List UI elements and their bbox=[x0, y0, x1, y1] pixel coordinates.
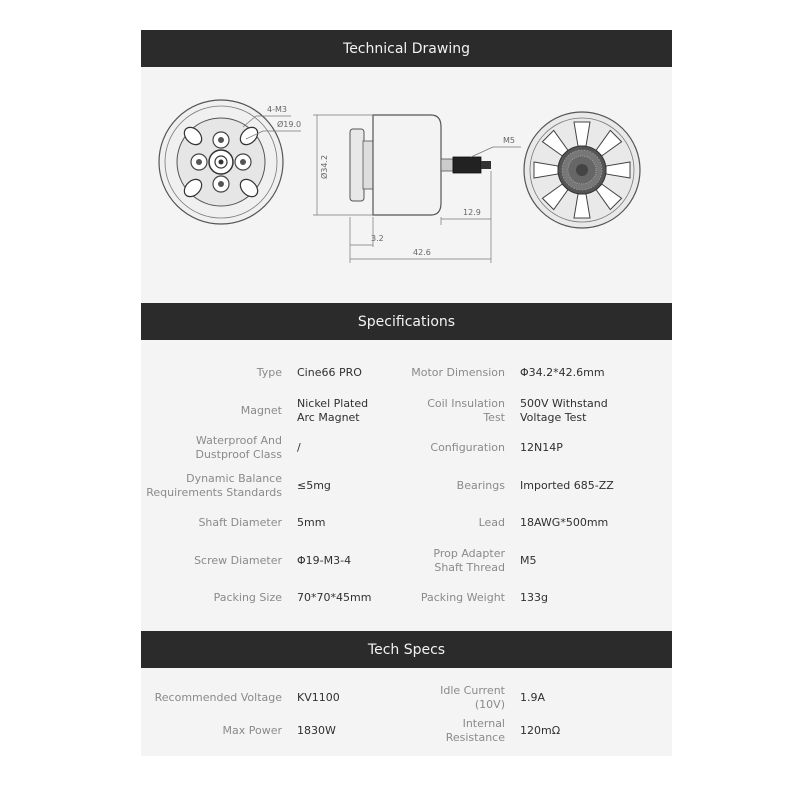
spec-value: 500V Withstand Voltage Test bbox=[520, 396, 608, 424]
spec-label: Screw Diameter bbox=[194, 553, 282, 567]
spec-row bbox=[141, 430, 672, 466]
spec-value: Nickel Plated Arc Magnet bbox=[297, 396, 369, 424]
motor-front-view bbox=[159, 100, 283, 224]
spec-value: M5 bbox=[520, 553, 537, 567]
spec-row bbox=[141, 580, 672, 616]
motor-side-view bbox=[350, 115, 491, 215]
spec-value: 70*70*45mm bbox=[297, 591, 372, 604]
spec-value: Φ34.2*42.6mm bbox=[520, 366, 605, 379]
holes-label: 4-M3 bbox=[267, 105, 287, 114]
spec-label: Motor Dimension bbox=[411, 366, 505, 379]
spec-label: Coil Insulation Test bbox=[427, 396, 505, 424]
motor-drawing-svg bbox=[141, 67, 672, 303]
spec-label: Waterproof And Dustproof Class bbox=[195, 434, 282, 461]
spec-value: Φ19-M3-4 bbox=[297, 553, 352, 567]
spec-value: Cine66 PRO bbox=[297, 366, 362, 379]
section-title: Technical Drawing bbox=[343, 40, 470, 57]
spec-label: Prop Adapter Shaft Thread bbox=[433, 546, 505, 574]
section-title: Specifications bbox=[357, 313, 456, 330]
spec-value: ≤5mg bbox=[297, 478, 331, 492]
spec-value: 5mm bbox=[297, 516, 326, 529]
spec-row bbox=[141, 355, 672, 391]
spec-value: 1.9A bbox=[520, 691, 546, 704]
spec-row bbox=[141, 682, 672, 714]
height-label: Ø34.2 bbox=[320, 154, 329, 180]
spec-value: / bbox=[297, 441, 301, 454]
spec-value: 1830W bbox=[297, 724, 336, 737]
section-header-technical-drawing bbox=[141, 30, 672, 67]
spec-label: Magnet bbox=[240, 403, 282, 417]
spec-label: Bearings bbox=[456, 478, 505, 492]
section-header-tech-specs bbox=[141, 631, 672, 668]
shaft-length-label: 12.9 bbox=[463, 208, 481, 217]
spec-value: 120mΩ bbox=[520, 724, 561, 737]
spec-value: 18AWG*500mm bbox=[520, 516, 609, 529]
spec-value: 12N14P bbox=[520, 441, 563, 454]
spec-row bbox=[141, 505, 672, 541]
spec-row bbox=[141, 393, 672, 429]
spec-label: Max Power bbox=[222, 724, 282, 737]
spec-row bbox=[141, 543, 672, 579]
technical-drawing bbox=[141, 67, 672, 303]
spec-label: Packing Weight bbox=[420, 591, 505, 604]
spec-label: Shaft Diameter bbox=[198, 516, 282, 529]
spec-label: Idle Current (10V) bbox=[440, 684, 505, 711]
spec-label: Packing Size bbox=[213, 591, 282, 604]
spec-label: Type bbox=[256, 366, 282, 379]
spec-value: Imported 685-ZZ bbox=[520, 478, 614, 492]
spec-row bbox=[141, 468, 672, 504]
spec-label: Configuration bbox=[430, 441, 505, 454]
motor-rear-view bbox=[524, 112, 640, 228]
spec-label: Dynamic Balance Requirements Standards bbox=[146, 471, 282, 499]
section-header-specifications bbox=[141, 303, 672, 340]
spec-label: Recommended Voltage bbox=[154, 691, 282, 704]
shaft-thread-label: M5 bbox=[503, 136, 515, 145]
spec-value: KV1100 bbox=[297, 691, 340, 704]
spec-value: 133g bbox=[520, 591, 548, 604]
section-title: Tech Specs bbox=[367, 641, 446, 658]
spec-label: Lead bbox=[478, 516, 505, 529]
circle-label: Ø19.0 bbox=[277, 120, 302, 129]
total-length-label: 42.6 bbox=[413, 248, 431, 257]
spec-row bbox=[141, 715, 672, 747]
spec-label: Internal Resistance bbox=[445, 717, 505, 744]
base-length-label: 3.2 bbox=[371, 234, 384, 243]
